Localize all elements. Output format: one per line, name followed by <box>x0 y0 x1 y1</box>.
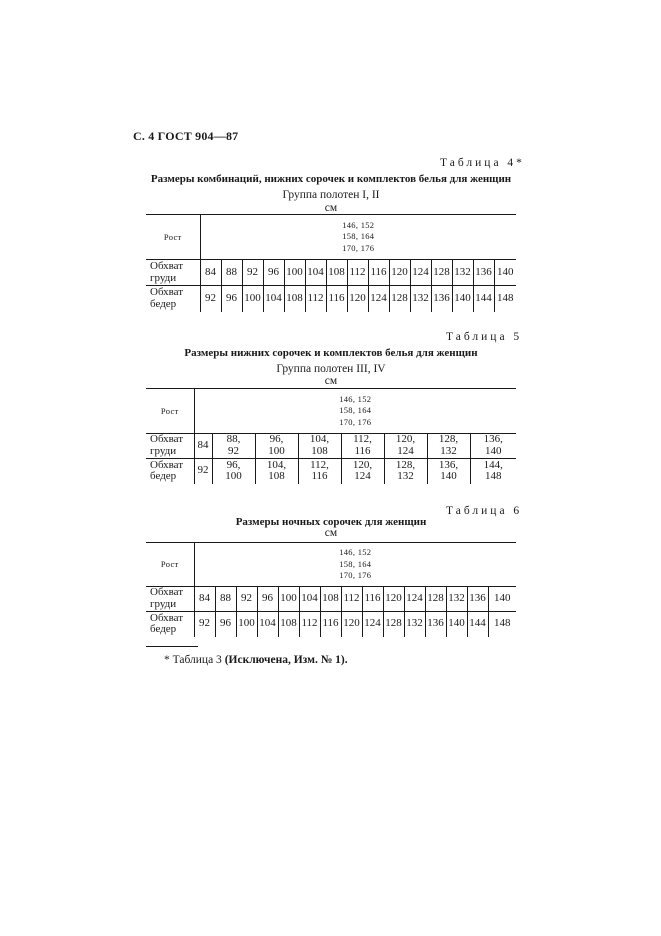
chest-value: 96 <box>257 587 278 612</box>
chest-value: 104 <box>305 260 326 286</box>
hips-value: 120, 124 <box>341 459 384 484</box>
table4-unit: см <box>324 202 338 214</box>
chest-value: 120, 124 <box>384 434 427 459</box>
hips-value: 104 <box>257 612 278 637</box>
hips-value: 100 <box>236 612 257 637</box>
hips-value: 140 <box>446 612 467 637</box>
heights-cell <box>194 543 516 587</box>
table4-title: Размеры комбинаций, нижних сорочек и комплектов белья для женщин <box>150 173 512 185</box>
height-range: 158, 164 <box>339 558 372 569</box>
chest-value: 140 <box>494 260 516 286</box>
hips-label: Обхват бедер <box>146 612 194 637</box>
chest-value: 88 <box>215 587 236 612</box>
chest-label: Обхват груди <box>146 260 200 286</box>
chest-value: 140 <box>488 587 516 612</box>
chest-value: 84 <box>194 587 215 612</box>
hips-value: 116 <box>326 286 347 312</box>
hips-value: 148 <box>494 286 516 312</box>
hips-value: 136 <box>425 612 446 637</box>
table5 <box>146 388 516 484</box>
height-range: 158, 164 <box>342 231 375 242</box>
chest-value: 116 <box>368 260 389 286</box>
hips-value: 108 <box>284 286 305 312</box>
chest-value: 108 <box>320 587 341 612</box>
chest-value: 136, 140 <box>470 434 516 459</box>
hips-value: 120 <box>341 612 362 637</box>
page-header: С. 4 ГОСТ 904—87 <box>133 129 239 143</box>
chest-value: 96, 100 <box>255 434 298 459</box>
table6-label: Таблица 6 <box>446 505 523 517</box>
heights-cell <box>194 389 516 434</box>
hips-value: 96, 100 <box>212 459 255 484</box>
chest-value: 92 <box>242 260 263 286</box>
hips-label: Обхват бедер <box>146 459 194 484</box>
chest-value: 108 <box>326 260 347 286</box>
chest-value: 120 <box>389 260 410 286</box>
height-range: 170, 176 <box>339 570 372 581</box>
hips-value: 136 <box>431 286 452 312</box>
hips-value: 92 <box>194 459 212 484</box>
chest-row <box>146 260 516 286</box>
heights-cell <box>200 215 516 260</box>
hips-value: 128, 132 <box>384 459 427 484</box>
hips-value: 92 <box>194 612 215 637</box>
chest-value: 124 <box>404 587 425 612</box>
chest-value: 120 <box>383 587 404 612</box>
hips-value: 96 <box>221 286 242 312</box>
footnote-marker: * Таблица 3 <box>164 654 225 666</box>
footnote-rule <box>146 646 198 647</box>
chest-row <box>146 434 516 459</box>
chest-value: 84 <box>200 260 221 286</box>
height-range: 146, 152 <box>339 547 372 558</box>
hips-value: 92 <box>200 286 221 312</box>
hips-value: 136, 140 <box>427 459 470 484</box>
hips-value: 124 <box>368 286 389 312</box>
hips-value: 112, 116 <box>298 459 341 484</box>
rost-label: Рост <box>146 215 200 260</box>
chest-value: 92 <box>236 587 257 612</box>
chest-value: 136 <box>473 260 494 286</box>
chest-row <box>146 587 516 612</box>
chest-value: 84 <box>194 434 212 459</box>
rost-label: Рост <box>146 389 194 434</box>
hips-value: 132 <box>410 286 431 312</box>
hips-value: 100 <box>242 286 263 312</box>
table4-label: Таблица 4* <box>440 157 525 169</box>
hips-value: 116 <box>320 612 341 637</box>
hips-value: 128 <box>383 612 404 637</box>
chest-value: 112, 116 <box>341 434 384 459</box>
hips-value: 124 <box>362 612 383 637</box>
hips-value: 104, 108 <box>255 459 298 484</box>
height-range: 146, 152 <box>342 219 375 230</box>
chest-value: 104 <box>299 587 320 612</box>
chest-value: 104, 108 <box>298 434 341 459</box>
hips-value: 144 <box>467 612 488 637</box>
hips-value: 112 <box>299 612 320 637</box>
chest-value: 132 <box>446 587 467 612</box>
hips-row <box>146 459 516 484</box>
footnote <box>164 654 348 666</box>
height-range: 170, 176 <box>342 242 375 253</box>
table5-group: Группа полотен III, IV <box>276 363 386 375</box>
hips-value: 96 <box>215 612 236 637</box>
chest-label: Обхват груди <box>146 434 194 459</box>
height-range: 158, 164 <box>339 405 372 416</box>
footnote-note: (Исключена, Изм. № 1). <box>224 654 348 666</box>
hips-value: 144 <box>473 286 494 312</box>
hips-value: 104 <box>263 286 284 312</box>
table5-title: Размеры нижних сорочек и комплектов белья для женщин <box>184 347 478 359</box>
chest-value: 128 <box>425 587 446 612</box>
chest-value: 100 <box>278 587 299 612</box>
chest-value: 112 <box>341 587 362 612</box>
hips-value: 112 <box>305 286 326 312</box>
hips-value: 128 <box>389 286 410 312</box>
chest-label: Обхват груди <box>146 587 194 612</box>
rost-label: Рост <box>146 543 194 587</box>
chest-value: 96 <box>263 260 284 286</box>
height-range: 170, 176 <box>339 416 372 427</box>
table4-group: Группа полотен I, II <box>282 189 380 201</box>
chest-value: 132 <box>452 260 473 286</box>
chest-value: 100 <box>284 260 305 286</box>
hips-label: Обхват бедер <box>146 286 200 312</box>
table6 <box>146 542 516 637</box>
chest-value: 136 <box>467 587 488 612</box>
table6-unit: см <box>324 527 338 539</box>
height-range: 146, 152 <box>339 393 372 404</box>
hips-value: 148 <box>488 612 516 637</box>
chest-value: 88, 92 <box>212 434 255 459</box>
hips-value: 140 <box>452 286 473 312</box>
chest-value: 112 <box>347 260 368 286</box>
table5-label: Таблица 5 <box>446 331 523 343</box>
hips-value: 144, 148 <box>470 459 516 484</box>
chest-value: 128 <box>431 260 452 286</box>
chest-value: 128, 132 <box>427 434 470 459</box>
hips-row <box>146 286 516 312</box>
chest-value: 116 <box>362 587 383 612</box>
chest-value: 88 <box>221 260 242 286</box>
hips-row <box>146 612 516 637</box>
hips-value: 120 <box>347 286 368 312</box>
hips-value: 108 <box>278 612 299 637</box>
table4 <box>146 214 516 312</box>
table6-title: Размеры ночных сорочек для женщин <box>235 516 427 528</box>
chest-value: 124 <box>410 260 431 286</box>
table5-unit: см <box>324 375 338 387</box>
hips-value: 132 <box>404 612 425 637</box>
